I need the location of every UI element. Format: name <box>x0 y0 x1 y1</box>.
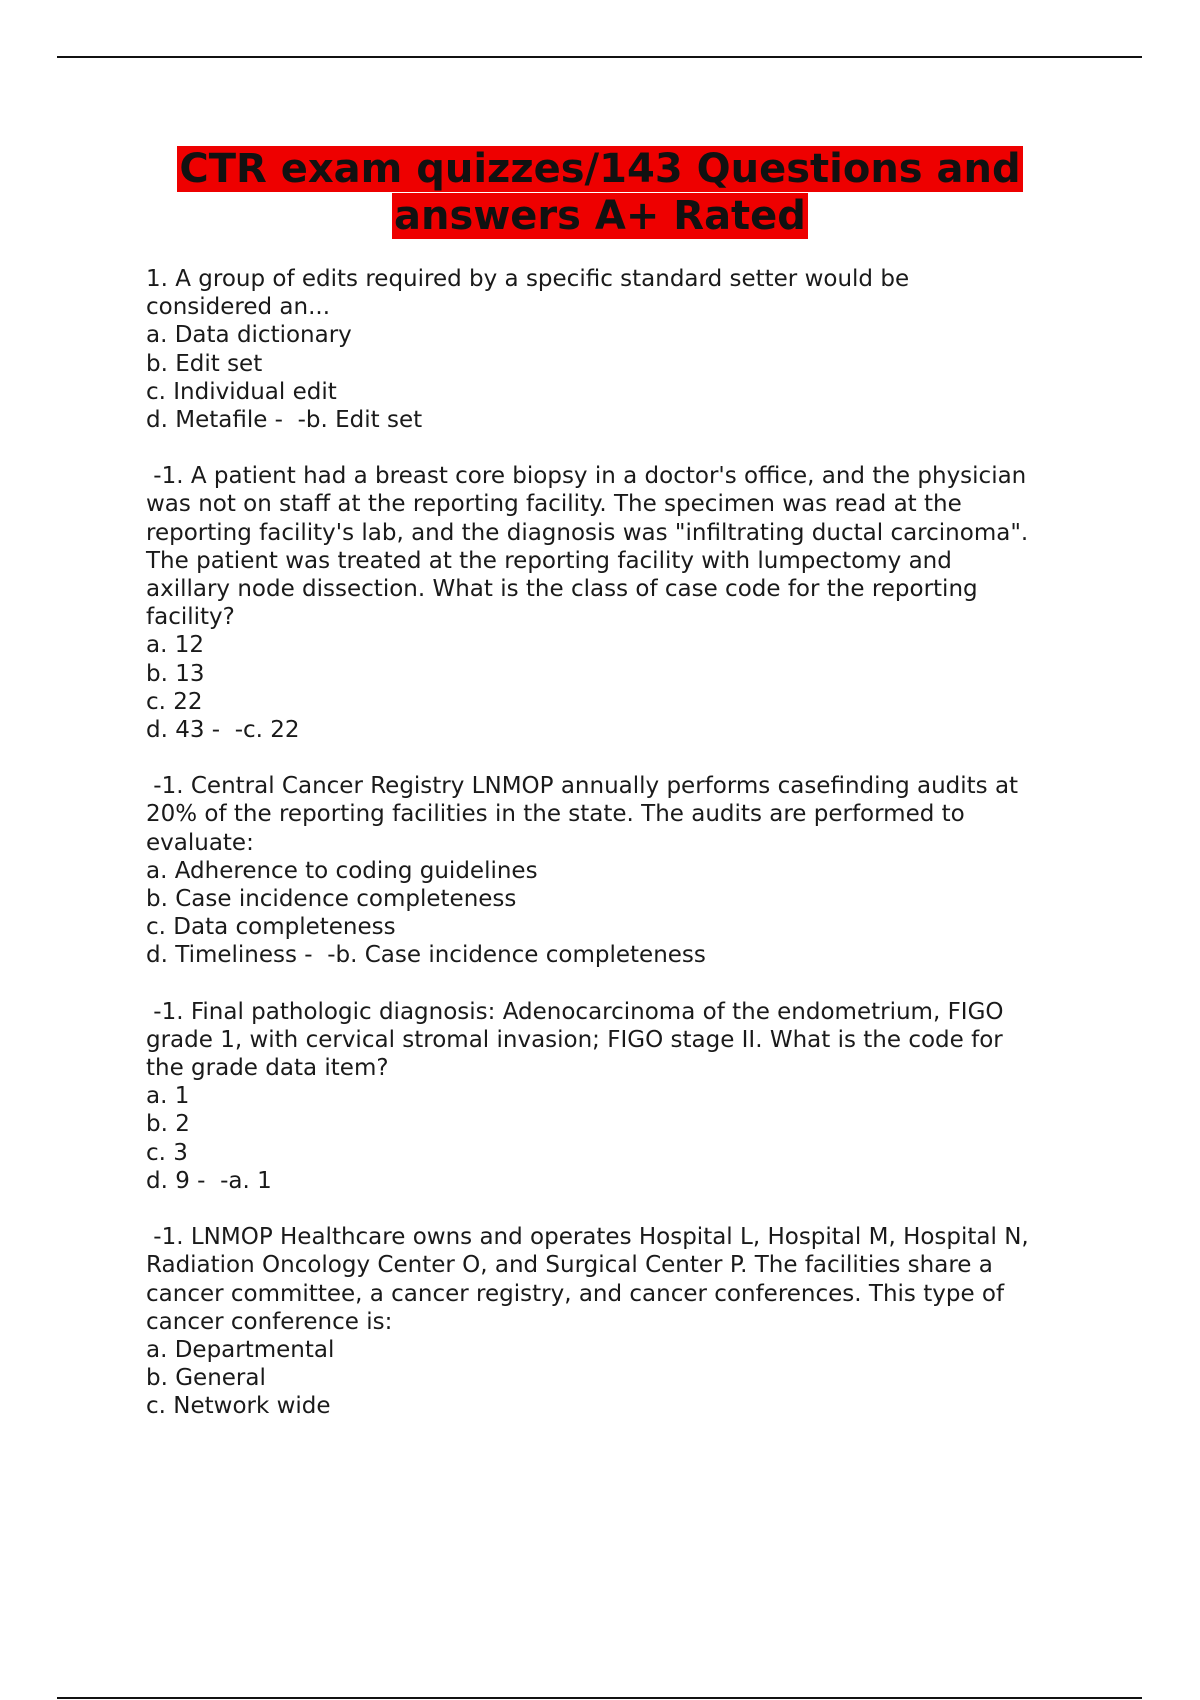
question-block <box>146 772 1106 969</box>
answer-option: b. Case incidence completeness <box>146 886 517 913</box>
answer-option: c. 3 <box>146 1139 188 1166</box>
title-line-2: answers A+ Rated <box>394 193 806 239</box>
question-block <box>146 998 1106 1195</box>
question-text: considered an... <box>146 294 331 321</box>
document-title <box>0 146 1200 239</box>
answer-option-with-key: d. 9 - -a. 1 <box>146 1167 272 1194</box>
answer-option-with-key: d. Timeliness - -b. Case incidence completeness <box>146 942 706 969</box>
question-text: the grade data item? <box>146 1055 389 1082</box>
answer-option: c. Individual edit <box>146 378 337 405</box>
question-text: -1. Central Cancer Registry LNMOP annually performs casefinding audits at <box>146 773 1019 800</box>
question-text: evaluate: <box>146 829 254 856</box>
question-text: 1. A group of edits required by a specific standard setter would be <box>146 266 910 292</box>
answer-option: c. 22 <box>146 688 203 715</box>
answer-option: a. 1 <box>146 1083 190 1110</box>
answer-option: c. Data completeness <box>146 914 396 941</box>
answer-option: b. Edit set <box>146 350 263 377</box>
question-text: -1. LNMOP Healthcare owns and operates Hospital L, Hospital M, Hospital N, <box>146 1224 1029 1251</box>
answer-option: a. Data dictionary <box>146 322 352 349</box>
question-text: -1. Final pathologic diagnosis: Adenocarcinoma of the endometrium, FIGO <box>146 998 1004 1025</box>
header-rule <box>57 56 1142 58</box>
answer-option: a. 12 <box>146 632 204 659</box>
title-line-1: CTR exam quizzes/143 Questions and <box>179 146 1021 192</box>
answer-option-with-key: d. Metafile - -b. Edit set <box>146 407 423 434</box>
question-list <box>146 265 1106 1449</box>
answer-option: b. 2 <box>146 1111 190 1138</box>
question-block <box>146 462 1106 744</box>
question-text: cancer conference is: <box>146 1308 393 1335</box>
question-text: cancer committee, a cancer registry, and cancer conferences. This type of <box>146 1280 1005 1307</box>
question-text: facility? <box>146 604 235 631</box>
question-text: The patient was treated at the reporting facility with lumpectomy and <box>146 547 952 574</box>
answer-option: b. 13 <box>146 660 205 687</box>
answer-option-with-key: d. 43 - -c. 22 <box>146 717 300 744</box>
answer-option: c. Network wide <box>146 1393 331 1420</box>
question-block <box>146 265 1106 434</box>
question-text: Radiation Oncology Center O, and Surgical Center P. The facilities share a <box>146 1252 993 1279</box>
answer-option: a. Departmental <box>146 1336 335 1363</box>
footer-rule <box>57 1697 1142 1699</box>
question-block <box>146 1223 1106 1420</box>
question-text: was not on staff at the reporting facility. The specimen was read at the <box>146 491 962 518</box>
question-text: 20% of the reporting facilities in the state. The audits are performed to <box>146 801 965 828</box>
question-text: axillary node dissection. What is the class of case code for the reporting <box>146 576 978 603</box>
question-text: -1. A patient had a breast core biopsy in a doctor's office, and the physician <box>146 463 1027 490</box>
answer-option: a. Adherence to coding guidelines <box>146 857 538 884</box>
answer-option: b. General <box>146 1365 266 1392</box>
question-text: grade 1, with cervical stromal invasion; FIGO stage II. What is the code for <box>146 1026 1003 1053</box>
question-text: reporting facility's lab, and the diagnosis was "infiltrating ductal carcinoma". <box>146 519 1029 546</box>
